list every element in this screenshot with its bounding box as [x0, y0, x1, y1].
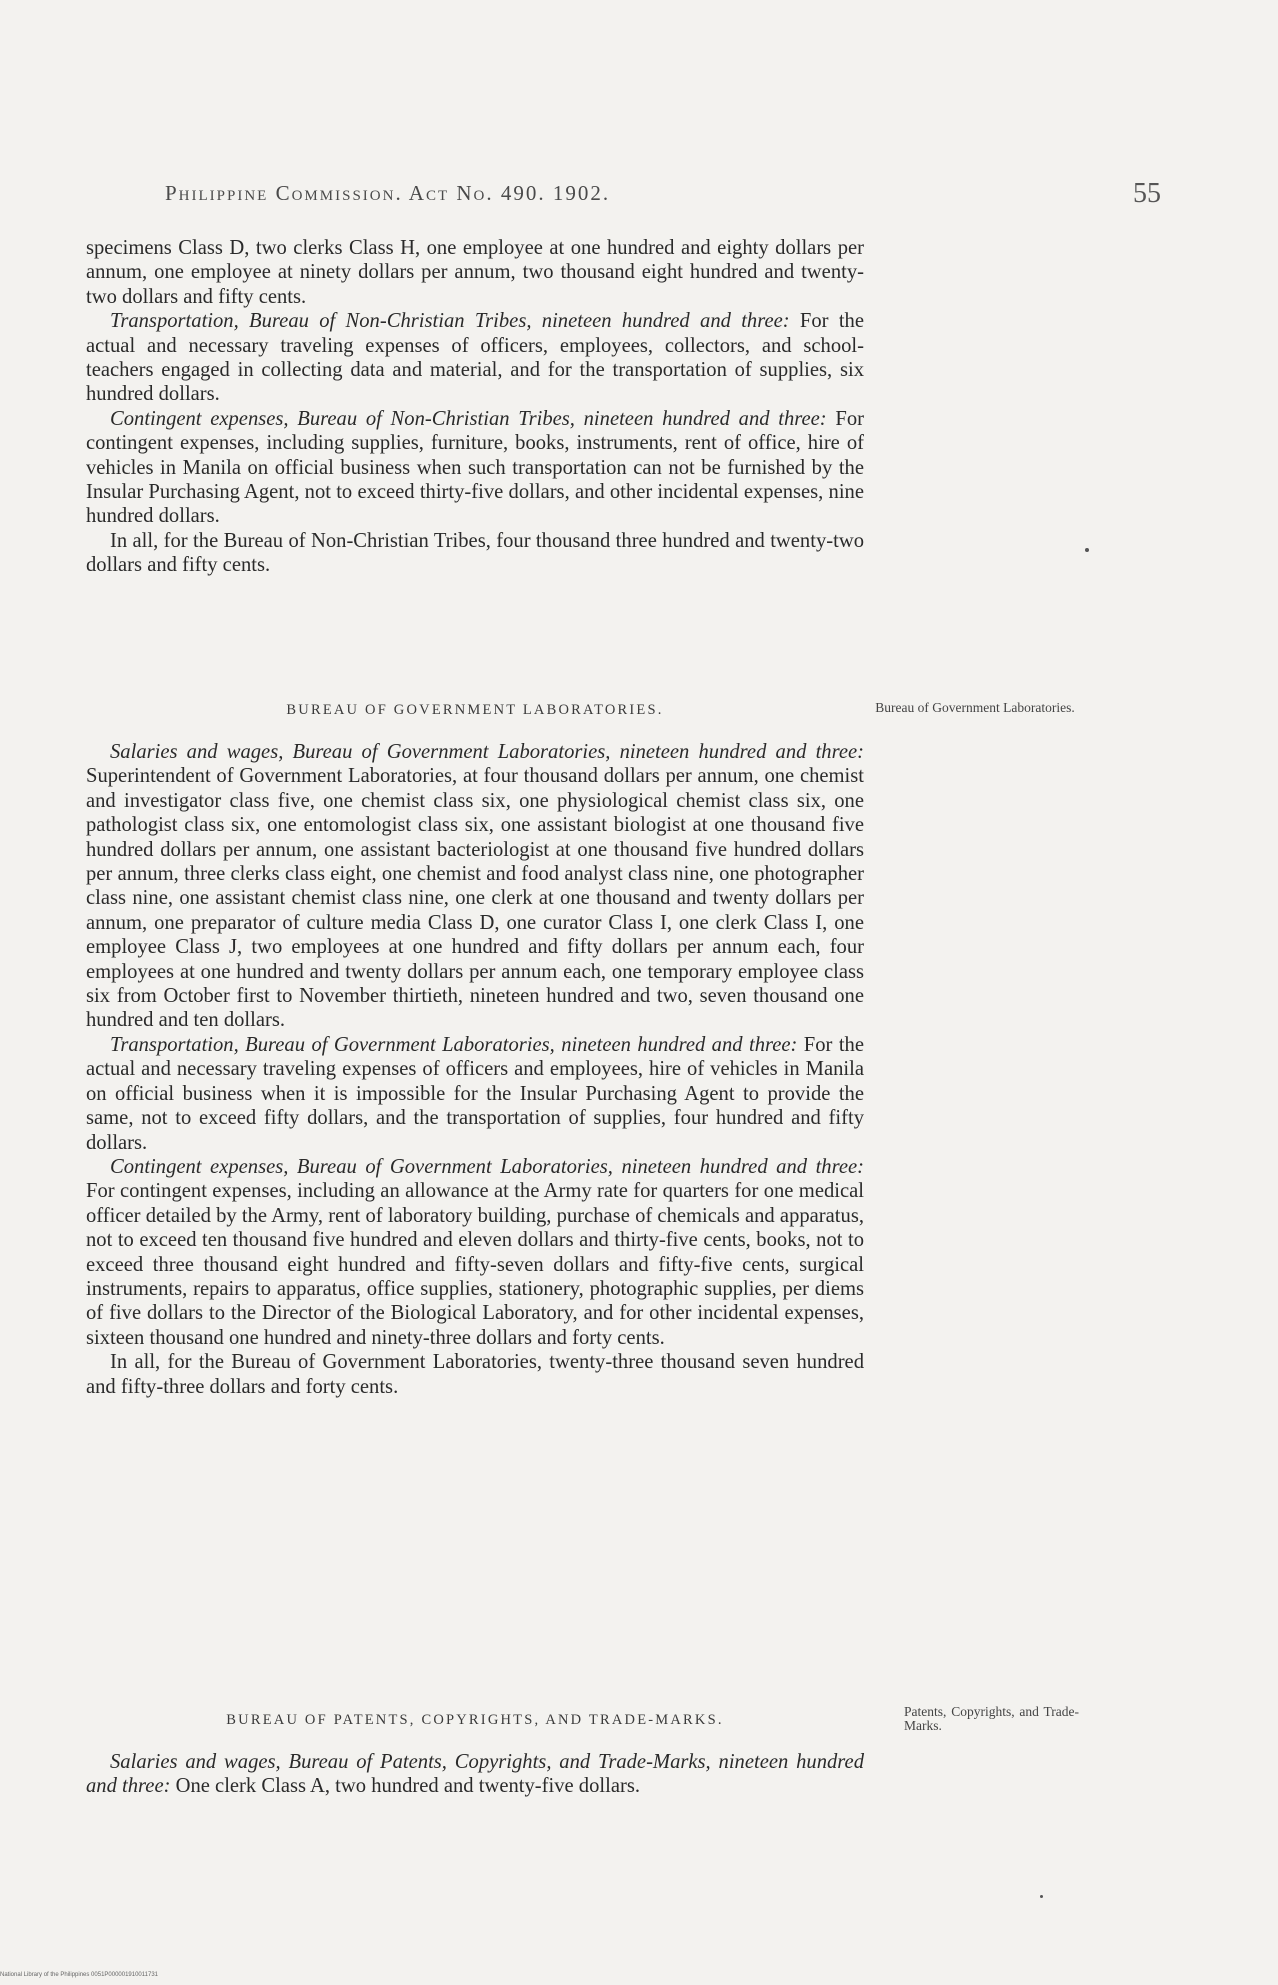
text-block-patents: [86, 1750, 864, 1799]
scan-speck: [1040, 1895, 1043, 1898]
item-body: Superintendent of Government Laboratories, at four thousand dollars per annum, one chemist and investigator class five, one chemist class six, one physiological chemist class six, one pathologist class six, one entomologist class six, one assistant biologist at one thousand five hundred dollars per annum, one assistant bacteriologist at one thousand five hundred dollars per annum, three clerks class eight, one chemist and food analyst class nine, one photographer class nine, one assistant chemist class nine, one clerk at one thousand and twenty dollars per annum, one preparator of culture media Class D, one curator Class I, one clerk Class I, one employee Class J, two employees at one hundred and fifty dollars per annum each, four employees at one hundred and twenty dollars per annum each, one temporary employee class six from October first to November thirtieth, nineteen hundred and two, seven thousand one hundred and ten dollars.: [86, 765, 864, 1032]
scan-credit: National Library of the Philippines 0051P000001910011731: [0, 1972, 159, 1978]
paragraph-transportation: [86, 1033, 864, 1155]
page-number: 55: [1133, 178, 1161, 209]
item-heading: Salaries and wages, Bureau of Patents, Copyrights, and Trade-Marks, nineteen hundred and three:: [86, 1751, 864, 1798]
paragraph-contingent: [86, 1155, 864, 1350]
paragraph-total: In all, for the Bureau of Non-Christian Tribes, four thousand three hundred and twenty-two dollars and fifty cents.: [86, 529, 864, 577]
section-heading-laboratories: BUREAU OF GOVERNMENT LABORATORIES.: [286, 702, 664, 718]
margin-note-laboratories: Bureau of Government Laboratories.: [875, 700, 1075, 715]
item-body: For the actual and necessary traveling expenses of officers and employees, hire of vehicles in Manila on official business when it is impossible for the Insular Purchasing Agent to provide the same, not to exceed fifty dollars, and the transportation of supplies, four hundred and fifty dollars.: [86, 1033, 864, 1154]
item-body: One clerk Class A, two hundred and twenty-five dollars.: [170, 1775, 640, 1798]
text-block-laboratories: [86, 740, 864, 1399]
paragraph-salaries: [86, 1750, 864, 1799]
item-heading: Transportation, Bureau of Government Laboratories, nineteen hundred and three:: [110, 1033, 798, 1056]
running-head: Philippine Commission. Act No. 490. 1902.: [165, 181, 611, 205]
item-body: For the actual and necessary traveling expenses of officers, employees, collectors, and school-teachers engaged in collecting data and material, and for the transportation of supplies, six hundred dollars.: [86, 310, 864, 406]
margin-note-patents: Patents, Copyrights, and Trade-Marks.: [904, 1704, 1079, 1733]
item-heading: Contingent expenses, Bureau of Non-Christian Tribes, nineteen hundred and three:: [110, 407, 827, 430]
paragraph-transportation: [86, 309, 864, 407]
paragraph-contingent: [86, 407, 864, 529]
paragraph-continuation: specimens Class D, two clerks Class H, one employee at one hundred and eighty dollars per annum, one employee at ninety dollars per annum, two thousand eight hundred and twenty-two dollars and fifty cents.: [86, 237, 864, 308]
item-heading: Salaries and wages, Bureau of Government Laboratories, nineteen hundred and three:: [110, 741, 864, 763]
item-heading: Contingent expenses, Bureau of Government Laboratories, nineteen hundred and three:: [110, 1155, 864, 1178]
paragraph-total: In all, for the Bureau of Government Laboratories, twenty-three thousand seven hundred and fifty-three dollars and forty cents.: [86, 1351, 864, 1398]
scan-speck: [1085, 548, 1089, 552]
section-heading-patents: BUREAU OF PATENTS, COPYRIGHTS, AND TRADE-MARKS.: [226, 1712, 724, 1728]
item-body: For contingent expenses, including supplies, furniture, books, instruments, rent of office, hire of vehicles in Manila on official business when such transportation can not be furnished by the Insular Purchasing Agent, not to exceed thirty-five dollars, and other incidental expenses, nine hundred dollars.: [86, 407, 864, 528]
text-block-non-christian-tribes: [86, 236, 864, 578]
paragraph-salaries: [86, 740, 864, 1033]
item-body: For contingent expenses, including an allowance at the Army rate for quarters for one medical officer detailed by the Army, rent of laboratory building, purchase of chemicals and apparatus, not to exceed ten thousand five hundred and eleven dollars and thirty-five cents, books, not to exceed three thousand eight hundred and fifty-seven dollars and fifty-five cents, surgical instruments, repairs to apparatus, office supplies, stationery, photographic supplies, per diems of five dollars to the Director of the Biological Laboratory, and for other incidental expenses, sixteen thousand one hundred and ninety-three dollars and forty cents.: [86, 1180, 864, 1349]
item-heading: Transportation, Bureau of Non-Christian Tribes, nineteen hundred and three:: [110, 310, 790, 333]
